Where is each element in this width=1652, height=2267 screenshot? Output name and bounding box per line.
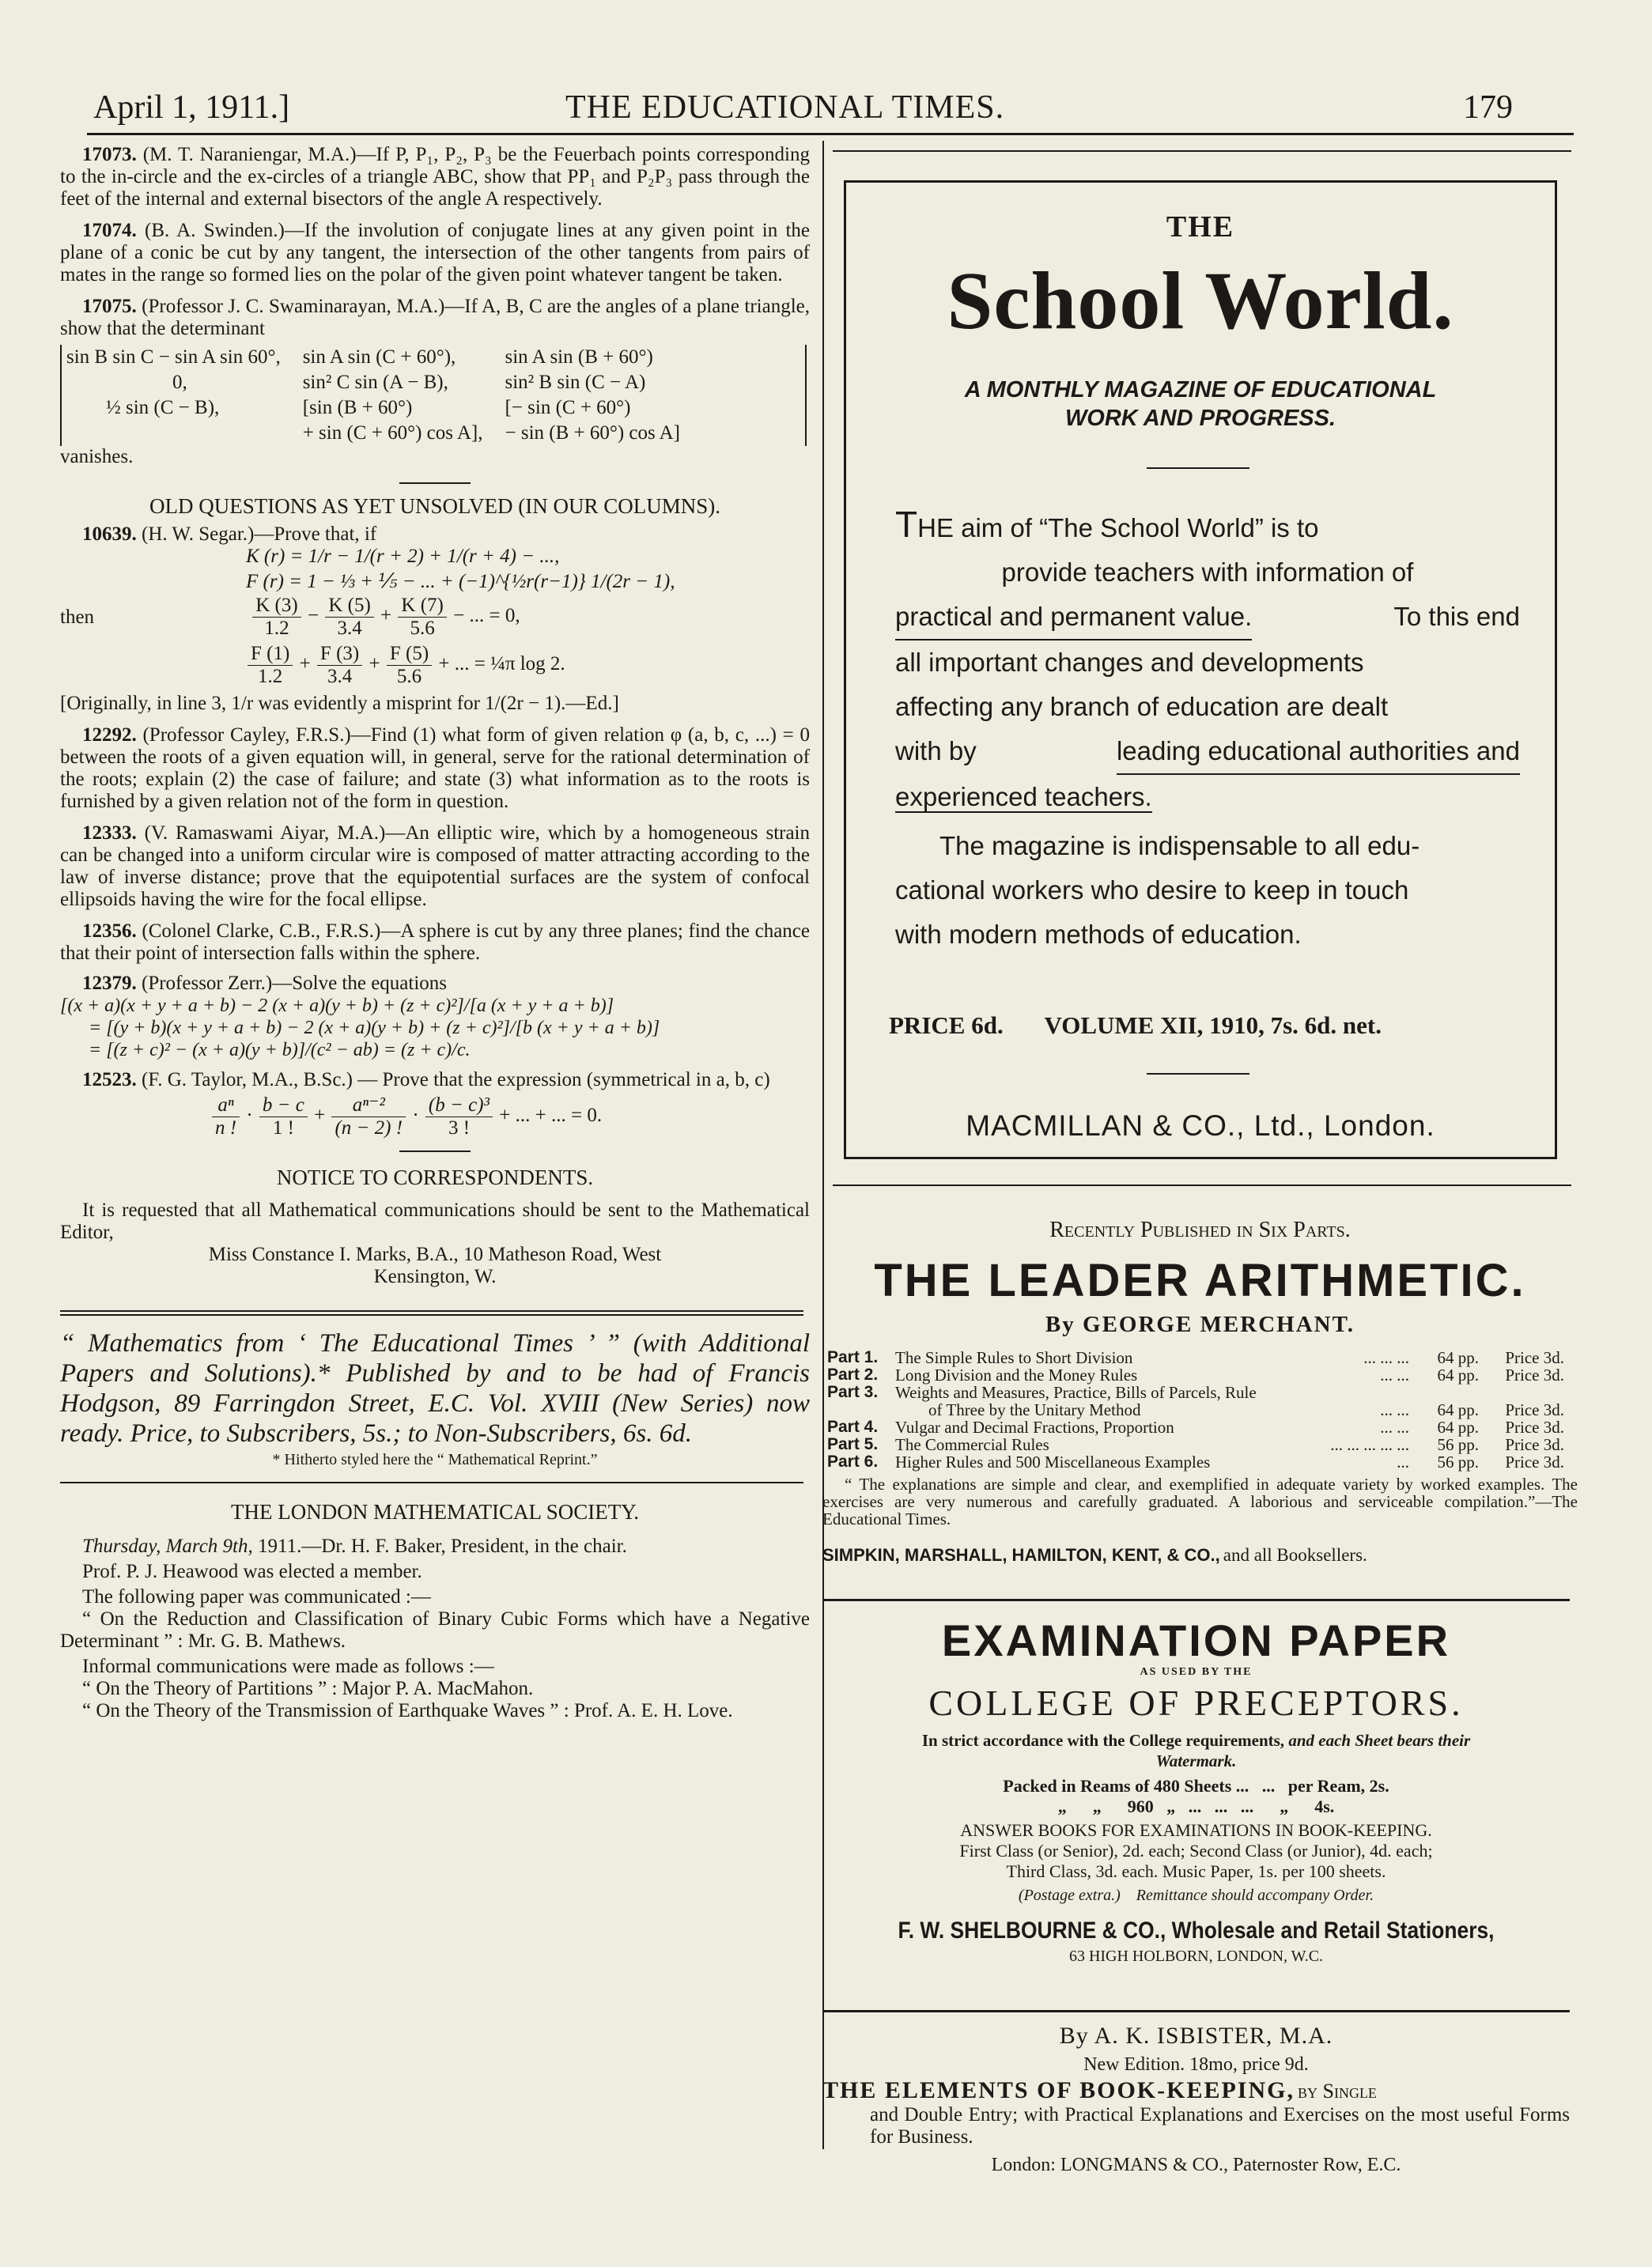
equation-tail: + ... = ¼π log 2. bbox=[438, 653, 565, 675]
question-text: (B. A. Swinden.)—If the involution of conjugate lines at any given point in the plane of a conic be cut by any tangent, the intersection of the other tangents from pairs of mates in the range so formed lies on the polar of the given point whatever tangent be taken. bbox=[60, 220, 811, 285]
isbister-title: THE ELEMENTS OF BOOK-KEEPING, bbox=[822, 2077, 1295, 2103]
part-dots bbox=[1287, 1384, 1412, 1401]
fraction-num: (b − c)³ bbox=[425, 1094, 493, 1117]
lms-text: 1911.—Dr. H. F. Baker, President, in the chair. bbox=[258, 1536, 627, 1557]
part-dots: ... ... ... ... ... bbox=[1330, 1435, 1409, 1454]
fraction-den: 1.2 bbox=[264, 618, 289, 639]
then-label: then bbox=[60, 606, 95, 628]
recently-published: Recently Published in Six Parts. bbox=[1049, 1218, 1351, 1242]
det-cell: ½ sin (C − B), bbox=[106, 397, 220, 418]
part-pages: 56 pp. bbox=[1437, 1453, 1479, 1472]
question-number: 12523. bbox=[82, 1069, 137, 1090]
fraction-num: K (7) bbox=[398, 595, 446, 618]
part-description: Vulgar and Decimal Fractions, Proportion bbox=[895, 1418, 1174, 1437]
exam-classes: First Class (or Senior), 2d. each; Second Class (or Junior), 4d. each; bbox=[959, 1841, 1433, 1861]
simpkin-name: SIMPKIN, MARSHALL, HAMILTON, KENT, & CO., bbox=[822, 1545, 1220, 1565]
question-10639 bbox=[60, 523, 810, 546]
question-number: 17074. bbox=[82, 220, 137, 241]
fraction-num: aⁿ bbox=[212, 1094, 240, 1117]
lms-heading: THE LONDON MATHEMATICAL SOCIETY. bbox=[231, 1500, 639, 1524]
part-dots: ... ... bbox=[1380, 1366, 1409, 1385]
det-cell: [− sin (C + 60°) bbox=[505, 397, 631, 418]
parts-table bbox=[824, 1349, 1567, 1471]
part-row bbox=[824, 1384, 1567, 1401]
question-number: 17075. bbox=[82, 296, 137, 317]
fraction bbox=[252, 595, 301, 640]
ad-the: THE bbox=[1166, 210, 1235, 244]
isbister-title-tail: by Single bbox=[1297, 2080, 1377, 2103]
notice-address: Miss Constance I. Marks, B.A., 10 Matheson Road, West bbox=[208, 1244, 662, 1265]
exam-packed: Packed in Reams of 480 Sheets ... ... per Ream, 2s. bbox=[1003, 1776, 1389, 1796]
question-17074 bbox=[60, 220, 810, 286]
part-description: of Three by the Unitary Method bbox=[928, 1400, 1141, 1419]
leader-review: “ The explanations are simple and clear, and exemplified in adequate variety by worked examples. The exercises are very numerous and carefully graduated. A laborious and serviceable compilation.”—The Educational Times. bbox=[822, 1475, 1578, 1528]
running-head-date: April 1, 1911.] bbox=[93, 89, 290, 126]
exam-address: 63 HIGH HOLBORN, LONDON, W.C. bbox=[1068, 1948, 1324, 1965]
isbister-body: and Double Entry; with Practical Explanations and Exercises on the most useful Forms for Business. bbox=[870, 2104, 1570, 2148]
ad-line: The magazine is indispensable to all edu- bbox=[939, 831, 1420, 860]
ad-price-line bbox=[889, 1011, 1382, 1040]
det-cell: sin A sin (B + 60°) bbox=[505, 346, 653, 368]
part-row bbox=[824, 1401, 1567, 1419]
question-text: (Colonel Clarke, C.B., F.R.S.)—A sphere is cut by any three planes; find the chance that their point of intersection falls within the sphere. bbox=[60, 920, 811, 964]
equation-line: [(x + a)(x + y + a + b) − 2 (x + a)(y + b) + (z + c)²]/[a (x + y + a + b)] bbox=[60, 996, 614, 1016]
question-number: 10639. bbox=[82, 523, 137, 545]
question-12356 bbox=[60, 920, 810, 965]
question-number: 17073. bbox=[82, 144, 137, 165]
part-dots: ... bbox=[1397, 1453, 1409, 1472]
fraction-num: aⁿ⁻² bbox=[331, 1094, 406, 1117]
det-cell: [sin (B + 60°) bbox=[302, 397, 413, 418]
equation-line: = [(z + c)² − (x + a)(y + b)]/(c² − ab) = (z + c)/c. bbox=[89, 1040, 471, 1060]
equation-line: = [(y + b)(x + y + a + b) − 2 (x + a)(y + b) + (z + c)²]/[b (x + y + a + b)] bbox=[89, 1018, 660, 1038]
school-world-box bbox=[844, 180, 1557, 1159]
lms-paragraph: “ On the Reduction and Classification of Binary Cubic Forms which have a Negative Determinant ” : Mr. G. B. Mathews. bbox=[60, 1608, 810, 1652]
exam-college: COLLEGE OF PRECEPTORS. bbox=[928, 1683, 1464, 1723]
question-number: 12379. bbox=[82, 973, 137, 994]
fraction-num: F (3) bbox=[317, 643, 362, 666]
fraction-num: F (5) bbox=[387, 643, 432, 666]
question-text: (M. T. Naraniengar, M.A.)—If P, P₁, P₂, P₃ be the Feuerbach points corresponding to the in-circle and the ex-circles of a triangle ABC, show that PP₁ and P₂P₃ pass through the feet of the internal and external bisectors of the angle A respectively. bbox=[60, 144, 810, 210]
examination-paper-ad bbox=[822, 1615, 1570, 1966]
section-rule bbox=[399, 482, 471, 484]
fraction bbox=[248, 643, 293, 688]
notice-heading: NOTICE TO CORRESPONDENTS. bbox=[276, 1166, 594, 1189]
ad-rule bbox=[1147, 1073, 1249, 1075]
part-label: Part 5. bbox=[827, 1435, 879, 1453]
fraction bbox=[212, 1094, 240, 1139]
ad-body bbox=[895, 502, 1520, 957]
part-label: Part 2. bbox=[827, 1366, 879, 1384]
fraction-den: (n − 2) ! bbox=[335, 1117, 403, 1139]
exam-title: EXAMINATION PAPER bbox=[941, 1615, 1451, 1665]
part-dots: ... ... ... bbox=[1363, 1348, 1409, 1367]
part-description: The Commercial Rules bbox=[895, 1435, 1049, 1454]
isbister-title-line bbox=[822, 2077, 1570, 2104]
fraction-den: 1.2 bbox=[258, 666, 283, 687]
part-price: Price 3d. bbox=[1505, 1400, 1564, 1419]
header-rule bbox=[87, 133, 1574, 135]
lms-paragraph: The following paper was communicated :— bbox=[82, 1586, 431, 1608]
ad-line: all important changes and developments bbox=[895, 648, 1364, 677]
question-12523 bbox=[60, 1069, 810, 1091]
part-label: Part 3. bbox=[827, 1383, 879, 1401]
exam-as-used: AS USED BY THE bbox=[1140, 1666, 1253, 1678]
leader-title: THE LEADER ARITHMETIC. bbox=[874, 1255, 1526, 1306]
fraction-den: 3.4 bbox=[337, 618, 362, 639]
lms-paragraph: “ On the Theory of the Transmission of Earthquake Waves ” : Prof. A. E. H. Love. bbox=[82, 1700, 733, 1721]
question-text: (F. G. Taylor, M.A., B.Sc.) — Prove that the expression (symmetrical in a, b, c) bbox=[142, 1069, 770, 1090]
equation-expression: $\frac{\text{aⁿ}}{n !}$ · $\frac{b - c}{1 !}$ + $\frac{\text{aⁿ⁻²}}{(n - 2) !}$ · $\frac{\text{(b − c)³}}{3 !}$ + ... + ... = 0. bbox=[60, 1094, 810, 1139]
part-pages: 64 pp. bbox=[1437, 1366, 1479, 1385]
ad-title: School World. bbox=[947, 255, 1454, 346]
lms-date: Thursday, March 9th, bbox=[82, 1536, 253, 1557]
det-cell: sin A sin (C + 60°), bbox=[302, 346, 456, 368]
part-dots: ... ... bbox=[1380, 1418, 1409, 1437]
part-pages bbox=[1412, 1384, 1482, 1401]
exam-shelbourne: F. W. SHELBOURNE & CO., Wholesale and Retail Stationers, bbox=[898, 1918, 1495, 1944]
left-column bbox=[60, 144, 810, 1722]
vanishes-text: vanishes. bbox=[60, 446, 134, 467]
fraction bbox=[387, 643, 432, 688]
fraction-num: K (5) bbox=[325, 595, 373, 618]
det-cell: − sin (B + 60°) cos A] bbox=[505, 422, 681, 444]
fraction-den: 5.6 bbox=[396, 666, 422, 687]
ad-publisher: MACMILLAN & CO., Ltd., London. bbox=[966, 1109, 1435, 1142]
school-world-ad bbox=[833, 150, 1571, 1186]
fraction-num: K (3) bbox=[252, 595, 301, 618]
fraction-den: 3 ! bbox=[448, 1117, 471, 1139]
exam-packed: „ „ 960 „ ... ... ... „ 4s. bbox=[1057, 1797, 1335, 1816]
part-description: Long Division and the Money Rules bbox=[895, 1366, 1138, 1385]
fraction bbox=[259, 1094, 308, 1139]
section-rule bbox=[60, 1482, 803, 1483]
isbister-author: By A. K. ISBISTER, M.A. bbox=[1059, 2023, 1333, 2049]
isbister-publisher: London: LONGMANS & CO., Paternoster Row, E.C. bbox=[991, 2155, 1401, 2175]
reprint-notice: “ Mathematics from ‘ The Educational Times ’ ” (with Additional Papers and Solutions).* Published by and to be had of Francis Hodgson, 89 Farringdon Street, E.C. Vol. XVIII (New Series) now ready. Price, to Subscribers, 5s.; to Non-Subscribers, 6s. 6d. bbox=[60, 1329, 810, 1448]
part-price: Price 3d. bbox=[1505, 1453, 1564, 1472]
lms-paragraph: Prof. P. J. Heawood was elected a member. bbox=[82, 1561, 422, 1582]
isbister-edition: New Edition. 18mo, price 9d. bbox=[1083, 2054, 1309, 2075]
question-12292 bbox=[60, 724, 810, 813]
det-cell: sin² B sin (C − A) bbox=[505, 372, 646, 393]
equation-k-series: then $\frac{K (3)}{1.2}$ − $\frac{K (5)}{3.4}$ + $\frac{K (7)}{5.6}$ − ... = 0, bbox=[60, 595, 520, 639]
ad-rule bbox=[1147, 467, 1249, 469]
question-text: (Professor J. C. Swaminarayan, M.A.)—If A, B, C are the angles of a plane triangle, show that the determinant bbox=[60, 296, 811, 339]
editor-note: [Originally, in line 3, 1/r was evidently a misprint for 1/(2r − 1).—Ed.] bbox=[60, 693, 619, 714]
ad-line-underlined: leading educational authorities and bbox=[1117, 729, 1520, 775]
leader-arithmetic-ad bbox=[822, 1218, 1578, 1566]
reprint-footnote: * Hitherto styled here the “ Mathematical Reprint.” bbox=[272, 1451, 598, 1468]
fraction bbox=[398, 595, 446, 640]
part-row bbox=[824, 1453, 1567, 1471]
ad-line: To this end bbox=[1393, 602, 1520, 631]
ad-line: provide teachers with information of bbox=[1001, 557, 1414, 587]
old-questions-heading: OLD QUESTIONS AS YET UNSOLVED (IN OUR COLUMNS). bbox=[149, 494, 721, 518]
part-price bbox=[1482, 1384, 1567, 1401]
part-price: Price 3d. bbox=[1505, 1366, 1564, 1385]
part-pages: 64 pp. bbox=[1437, 1418, 1479, 1437]
part-price: Price 3d. bbox=[1505, 1418, 1564, 1437]
ad-line: cational workers who desire to keep in touch bbox=[895, 875, 1409, 905]
part-pages: 56 pp. bbox=[1437, 1435, 1479, 1454]
fraction bbox=[325, 595, 373, 640]
det-cell: sin B sin C − sin A sin 60°, bbox=[66, 346, 281, 368]
fraction bbox=[317, 643, 362, 688]
ad-line: HE aim of “The School World” is to bbox=[917, 513, 1319, 542]
lms-paragraph: Informal communications were made as follows :— bbox=[82, 1656, 494, 1677]
det-cell: 0, bbox=[172, 372, 187, 393]
part-label: Part 1. bbox=[827, 1348, 879, 1366]
part-price: Price 3d. bbox=[1505, 1435, 1564, 1454]
question-number: 12356. bbox=[82, 920, 137, 942]
question-17075 bbox=[60, 296, 810, 340]
det-cell: + sin (C + 60°) cos A], bbox=[302, 422, 483, 444]
ad-dropcap: T bbox=[895, 504, 918, 545]
fraction-num: b − c bbox=[259, 1094, 308, 1117]
exam-strict-text: In strict accordance with the College requirements, bbox=[921, 1731, 1285, 1750]
part-row bbox=[824, 1419, 1567, 1436]
part-label: Part 6. bbox=[827, 1453, 879, 1471]
exam-strict bbox=[822, 1730, 1570, 1771]
ad-line-underlined: experienced teachers. bbox=[895, 782, 1152, 811]
notice-address: Kensington, W. bbox=[373, 1266, 497, 1287]
ad-line: with by bbox=[895, 736, 977, 765]
exam-strict-italic: and each Sheet bears their Watermark. bbox=[1155, 1731, 1471, 1770]
lms-paragraph bbox=[60, 1536, 810, 1558]
double-rule bbox=[60, 1310, 803, 1312]
part-row bbox=[824, 1366, 1567, 1384]
isbister-ad bbox=[822, 2023, 1570, 2176]
question-number: 12333. bbox=[82, 822, 137, 844]
part-pages: 64 pp. bbox=[1437, 1348, 1479, 1367]
question-number: 12292. bbox=[82, 724, 137, 746]
equation-f: F (r) = 1 − ⅓ + ⅕ − ... + (−1)^{½r(r−1)} 1/(2r − 1), bbox=[246, 571, 675, 592]
lms-paragraph: “ On the Theory of Partitions ” : Major P. A. MacMahon. bbox=[82, 1678, 534, 1699]
part-pages: 64 pp. bbox=[1437, 1400, 1479, 1419]
ad-line-underlined: practical and permanent value. bbox=[895, 595, 1252, 640]
fraction-den: 5.6 bbox=[410, 618, 435, 639]
exam-postage: (Postage extra.) Remittance should accompany Order. bbox=[1018, 1887, 1374, 1904]
question-12379 bbox=[60, 973, 810, 995]
part-dots: ... ... bbox=[1380, 1400, 1409, 1419]
exam-answer-books: ANSWER BOOKS FOR EXAMINATIONS IN BOOK-KEEPING. bbox=[960, 1820, 1432, 1840]
fraction-den: 1 ! bbox=[272, 1117, 294, 1139]
section-rule bbox=[822, 1599, 1570, 1601]
ad-line: affecting any branch of education are dealt bbox=[895, 692, 1389, 721]
fraction-den: 3.4 bbox=[327, 666, 353, 687]
determinant bbox=[60, 345, 807, 446]
section-rule bbox=[822, 2010, 1570, 2012]
simpkin-tail: and all Booksellers. bbox=[1223, 1545, 1367, 1565]
part-description: Weights and Measures, Practice, Bills of Parcels, Rule bbox=[895, 1383, 1257, 1402]
notice-text: It is requested that all Mathematical communications should be sent to the Mathematical Editor, bbox=[60, 1200, 810, 1243]
equation-k: K (r) = 1/r − 1/(r + 2) + 1/(r + 4) − ..., bbox=[246, 546, 560, 567]
question-17073 bbox=[60, 144, 810, 210]
double-rule bbox=[60, 1314, 803, 1316]
equation-tail: − ... = 0, bbox=[453, 605, 520, 627]
part-description: The Simple Rules to Short Division bbox=[895, 1348, 1133, 1367]
question-text: (V. Ramaswami Aiyar, M.A.)—An elliptic wire, which by a homogeneous strain can be changed into a uniform circular wire is composed of matter attracting according to the law of inverse distance; prove that the equipotential surfaces are the system of confocal ellipsoids having the wire for the focal ellipse. bbox=[60, 822, 811, 910]
section-rule bbox=[399, 1151, 471, 1152]
fraction bbox=[331, 1094, 406, 1139]
fraction bbox=[425, 1094, 493, 1139]
fraction-den: n ! bbox=[215, 1117, 237, 1139]
fraction-num: F (1) bbox=[248, 643, 293, 666]
part-label: Part 4. bbox=[827, 1418, 879, 1436]
equation-f-series: $\frac{F (1)}{1.2}$ + $\frac{F (3)}{3.4}$ + $\frac{F (5)}{5.6}$ + ... = ¼π log 2. bbox=[60, 643, 810, 688]
page-number: 179 bbox=[1463, 89, 1513, 126]
running-head-title: THE EDUCATIONAL TIMES. bbox=[565, 89, 1005, 126]
simpkin-line bbox=[822, 1545, 1578, 1566]
leader-author: By GEORGE MERCHANT. bbox=[1045, 1312, 1355, 1337]
exam-classes: Third Class, 3d. each. Music Paper, 1s. per 100 sheets. bbox=[1006, 1861, 1386, 1881]
ad-price: PRICE 6d. bbox=[889, 1011, 1004, 1039]
ad-line: with modern methods of education. bbox=[895, 920, 1302, 949]
part-row bbox=[824, 1436, 1567, 1453]
part-label bbox=[824, 1401, 892, 1419]
part-price: Price 3d. bbox=[1505, 1348, 1564, 1367]
part-description: Higher Rules and 500 Miscellaneous Examples bbox=[895, 1453, 1211, 1472]
part-row bbox=[824, 1349, 1567, 1366]
ad-subtitle: A MONTHLY MAGAZINE OF EDUCATIONAL bbox=[964, 377, 1437, 402]
question-text: (Professor Zerr.)—Solve the equations bbox=[142, 973, 448, 994]
question-text: (Professor Cayley, F.R.S.)—Find (1) what form of given relation φ (a, b, c, ...) = 0 between the roots of a given equation will, in general, serve for the rational determination of the roots; explain (2) the case of failure; and state (3) what information as to the roots is furnished by a given relation not of the form in question. bbox=[60, 724, 810, 812]
equation-tail: + ... + ... = 0. bbox=[499, 1105, 603, 1127]
ad-subtitle: WORK AND PROGRESS. bbox=[1064, 406, 1336, 431]
ad-volume: VOLUME XII, 1910, 7s. 6d. net. bbox=[1044, 1011, 1382, 1039]
det-cell: sin² C sin (A − B), bbox=[302, 372, 448, 393]
question-12333 bbox=[60, 822, 810, 911]
question-text: (H. W. Segar.)—Prove that, if bbox=[142, 523, 377, 545]
